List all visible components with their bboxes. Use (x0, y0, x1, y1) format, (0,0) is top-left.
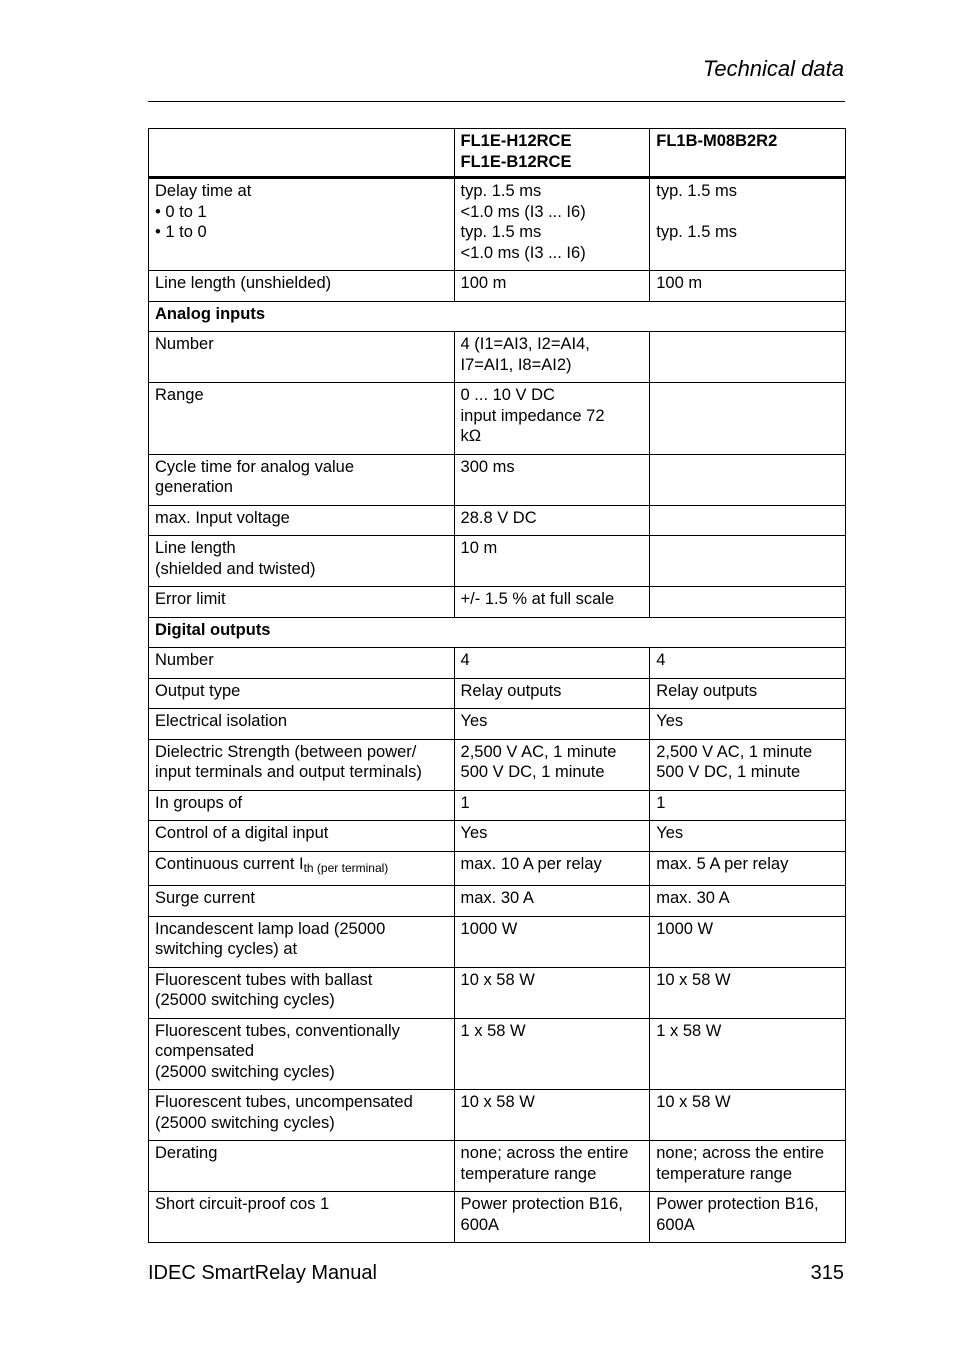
fl1b-value-cell (650, 967, 846, 1018)
cell-text: Fluorescent tubes, uncompensated (25000 switching cycles) (155, 1093, 413, 1132)
cell-text: 2,500 V AC, 1 minute 500 V DC, 1 minute (460, 742, 617, 781)
fl1b-value-cell (650, 916, 846, 967)
parameter-cell (149, 648, 455, 679)
cell-text: Fluorescent tubes, conventionally compensated (25000 switching cycles) (155, 1021, 400, 1081)
cell-text: Relay outputs (656, 681, 758, 700)
table-row (149, 967, 846, 1018)
table-row (149, 587, 846, 618)
parameter-cell (149, 967, 455, 1018)
cell-text: 0 ... 10 V DC input impedance 72 kΩ (460, 386, 605, 445)
cell-text: 1 x 58 W (656, 1021, 722, 1040)
cell-text: max. Input voltage (155, 508, 290, 527)
table-row (149, 332, 846, 383)
table-row (149, 536, 846, 587)
table-row (149, 916, 846, 967)
fl1b-value-cell (650, 678, 846, 709)
table-row (149, 1018, 846, 1090)
cell-text: Power protection B16, 600A (656, 1195, 819, 1234)
table-row (149, 739, 846, 790)
cell-text: Line length (unshielded) (155, 274, 332, 292)
fl1b-value-cell (650, 271, 846, 302)
cell-text: 10 x 58 W (656, 1093, 731, 1111)
cell-text: max. 10 A per relay (460, 854, 602, 873)
cell-text: Number (155, 335, 214, 353)
fl1e-value-cell (454, 851, 650, 886)
cell-subscript: th (per terminal) (303, 860, 389, 875)
fl1e-value-cell (454, 1192, 650, 1243)
table-row (149, 454, 846, 505)
table-row (149, 790, 846, 821)
cell-text: max. 5 A per relay (656, 854, 789, 873)
cell-text: Derating (155, 1144, 218, 1162)
fl1e-value-cell (454, 587, 650, 618)
parameter-cell (149, 678, 455, 709)
fl1e-value-cell (454, 383, 650, 455)
parameter-cell (149, 505, 455, 536)
cell-text: 28.8 V DC (460, 508, 537, 527)
parameter-cell (149, 271, 455, 302)
cell-text: 10 x 58 W (460, 970, 535, 989)
parameter-cell (149, 709, 455, 740)
table-row (149, 1192, 846, 1243)
cell-text: Surge current (155, 889, 255, 907)
fl1b-value-cell (650, 821, 846, 852)
table-row (149, 709, 846, 740)
parameter-cell (149, 1192, 455, 1243)
parameter-cell (149, 587, 455, 618)
parameter-cell (149, 821, 455, 852)
cell-text: Fluorescent tubes with ballast (25000 switching cycles) (155, 970, 373, 1009)
fl1b-value-cell (650, 886, 846, 917)
cell-text: +/- 1.5 % at full scale (460, 590, 615, 608)
fl1b-value-cell (650, 454, 846, 505)
fl1b-value-cell (650, 790, 846, 821)
section-heading: Analog inputs (149, 301, 846, 332)
fl1e-value-cell (454, 271, 650, 302)
table-row (149, 271, 846, 302)
parameter-cell (149, 739, 455, 790)
parameter-cell (149, 790, 455, 821)
cell-text: 1000 W (656, 919, 714, 938)
cell-text: Dielectric Strength (between power/ input terminals and output terminals) (155, 742, 422, 781)
cell-text: Relay outputs (460, 681, 562, 700)
fl1e-value-cell (454, 536, 650, 587)
fl1e-value-cell (454, 678, 650, 709)
section-row (149, 301, 846, 332)
fl1b-value-cell (650, 1192, 846, 1243)
cell-text: Line length (shielded and twisted) (155, 539, 316, 578)
parameter-cell (149, 1018, 455, 1090)
cell-text: 1 (460, 793, 470, 812)
cell-text: 300 ms (460, 457, 515, 476)
fl1e-value-cell (454, 1141, 650, 1192)
cell-text: 100 m (656, 274, 703, 292)
table-row (149, 505, 846, 536)
fl1e-value-cell (454, 790, 650, 821)
header-cell-fl1b: FL1B-M08B2R2 (650, 129, 846, 178)
cell-text: 4 (656, 651, 666, 669)
fl1b-value-cell (650, 536, 846, 587)
fl1b-value-cell (650, 648, 846, 679)
cell-text: 4 (460, 651, 470, 669)
fl1e-value-cell (454, 454, 650, 505)
cell-text: Incandescent lamp load (25000 switching cycles) at (155, 919, 386, 958)
fl1e-value-cell (454, 886, 650, 917)
table-row (149, 383, 846, 455)
parameter-cell (149, 332, 455, 383)
cell-text: Yes (460, 712, 488, 730)
fl1e-value-cell (454, 505, 650, 536)
cell-text: Number (155, 651, 214, 669)
footer-page-number: 315 (810, 1262, 844, 1284)
fl1b-value-cell (650, 505, 846, 536)
cell-text: 1 x 58 W (460, 1021, 526, 1040)
table-row (149, 178, 846, 271)
cell-text: max. 30 A (656, 889, 730, 907)
table-row (149, 678, 846, 709)
fl1e-value-cell (454, 178, 650, 271)
fl1b-value-cell (650, 332, 846, 383)
parameter-cell (149, 178, 455, 271)
cell-text: Yes (656, 824, 684, 842)
cell-text: Power protection B16, 600A (460, 1195, 623, 1234)
fl1b-value-cell (650, 178, 846, 271)
cell-text: max. 30 A (460, 889, 534, 907)
table-row (149, 821, 846, 852)
table-row (149, 851, 846, 886)
cell-text: none; across the entire temperature range (656, 1144, 825, 1183)
parameter-cell (149, 851, 455, 886)
cell-text: 2,500 V AC, 1 minute 500 V DC, 1 minute (656, 742, 813, 781)
technical-data-table (148, 128, 846, 1243)
cell-text: 4 (I1=AI3, I2=AI4, I7=AI1, I8=AI2) (460, 335, 590, 374)
table-row (149, 648, 846, 679)
parameter-cell (149, 1141, 455, 1192)
cell-text: Yes (656, 712, 684, 730)
fl1e-value-cell (454, 1090, 650, 1141)
header-cell-blank (149, 129, 455, 178)
cell-text: Control of a digital input (155, 824, 329, 842)
cell-text: Short circuit-proof cos 1 (155, 1195, 330, 1213)
cell-text: typ. 1.5 ms <1.0 ms (I3 ... I6) typ. 1.5 ms <1.0 ms (I3 ... I6) (460, 182, 586, 262)
fl1e-value-cell (454, 916, 650, 967)
cell-text: In groups of (155, 793, 243, 812)
parameter-cell (149, 1090, 455, 1141)
fl1b-value-cell (650, 587, 846, 618)
cell-text: 10 x 58 W (460, 1093, 535, 1111)
cell-text: 1 (656, 793, 666, 812)
cell-text: Continuous current I (155, 854, 304, 873)
cell-text: Output type (155, 681, 241, 700)
fl1b-value-cell (650, 709, 846, 740)
cell-text: 10 m (460, 539, 498, 557)
parameter-cell (149, 536, 455, 587)
cell-text: 100 m (460, 274, 507, 292)
cell-text: Cycle time for analog value generation (155, 457, 355, 496)
header-cell-fl1e: FL1E-H12RCE FL1E-B12RCE (454, 129, 650, 178)
cell-text: Electrical isolation (155, 712, 288, 730)
fl1b-value-cell (650, 1141, 846, 1192)
cell-text: 1000 W (460, 919, 518, 938)
fl1b-value-cell (650, 851, 846, 886)
fl1b-value-cell (650, 1090, 846, 1141)
cell-text: typ. 1.5 ms typ. 1.5 ms (656, 182, 737, 241)
header-rule (148, 101, 845, 102)
fl1b-value-cell (650, 1018, 846, 1090)
fl1e-value-cell (454, 739, 650, 790)
parameter-cell (149, 454, 455, 505)
parameter-cell (149, 916, 455, 967)
fl1e-value-cell (454, 648, 650, 679)
fl1b-value-cell (650, 739, 846, 790)
table-header-row (149, 129, 846, 178)
cell-text: Delay time at • 0 to 1 • 1 to 0 (155, 182, 252, 241)
table-row (149, 1090, 846, 1141)
cell-text: 10 x 58 W (656, 970, 731, 989)
fl1e-value-cell (454, 1018, 650, 1090)
cell-text: none; across the entire temperature range (460, 1144, 629, 1183)
fl1e-value-cell (454, 332, 650, 383)
parameter-cell (149, 886, 455, 917)
footer-manual-title: IDEC SmartRelay Manual (148, 1262, 377, 1284)
table-row (149, 1141, 846, 1192)
page-header-title: Technical data (702, 56, 844, 81)
cell-text: Range (155, 386, 204, 404)
fl1b-value-cell (650, 383, 846, 455)
fl1e-value-cell (454, 709, 650, 740)
cell-text: Error limit (155, 590, 226, 608)
fl1e-value-cell (454, 967, 650, 1018)
parameter-cell (149, 383, 455, 455)
fl1e-value-cell (454, 821, 650, 852)
cell-text: Yes (460, 824, 488, 842)
section-heading: Digital outputs (149, 617, 846, 648)
table-body (149, 178, 846, 1243)
table-row (149, 886, 846, 917)
section-row (149, 617, 846, 648)
